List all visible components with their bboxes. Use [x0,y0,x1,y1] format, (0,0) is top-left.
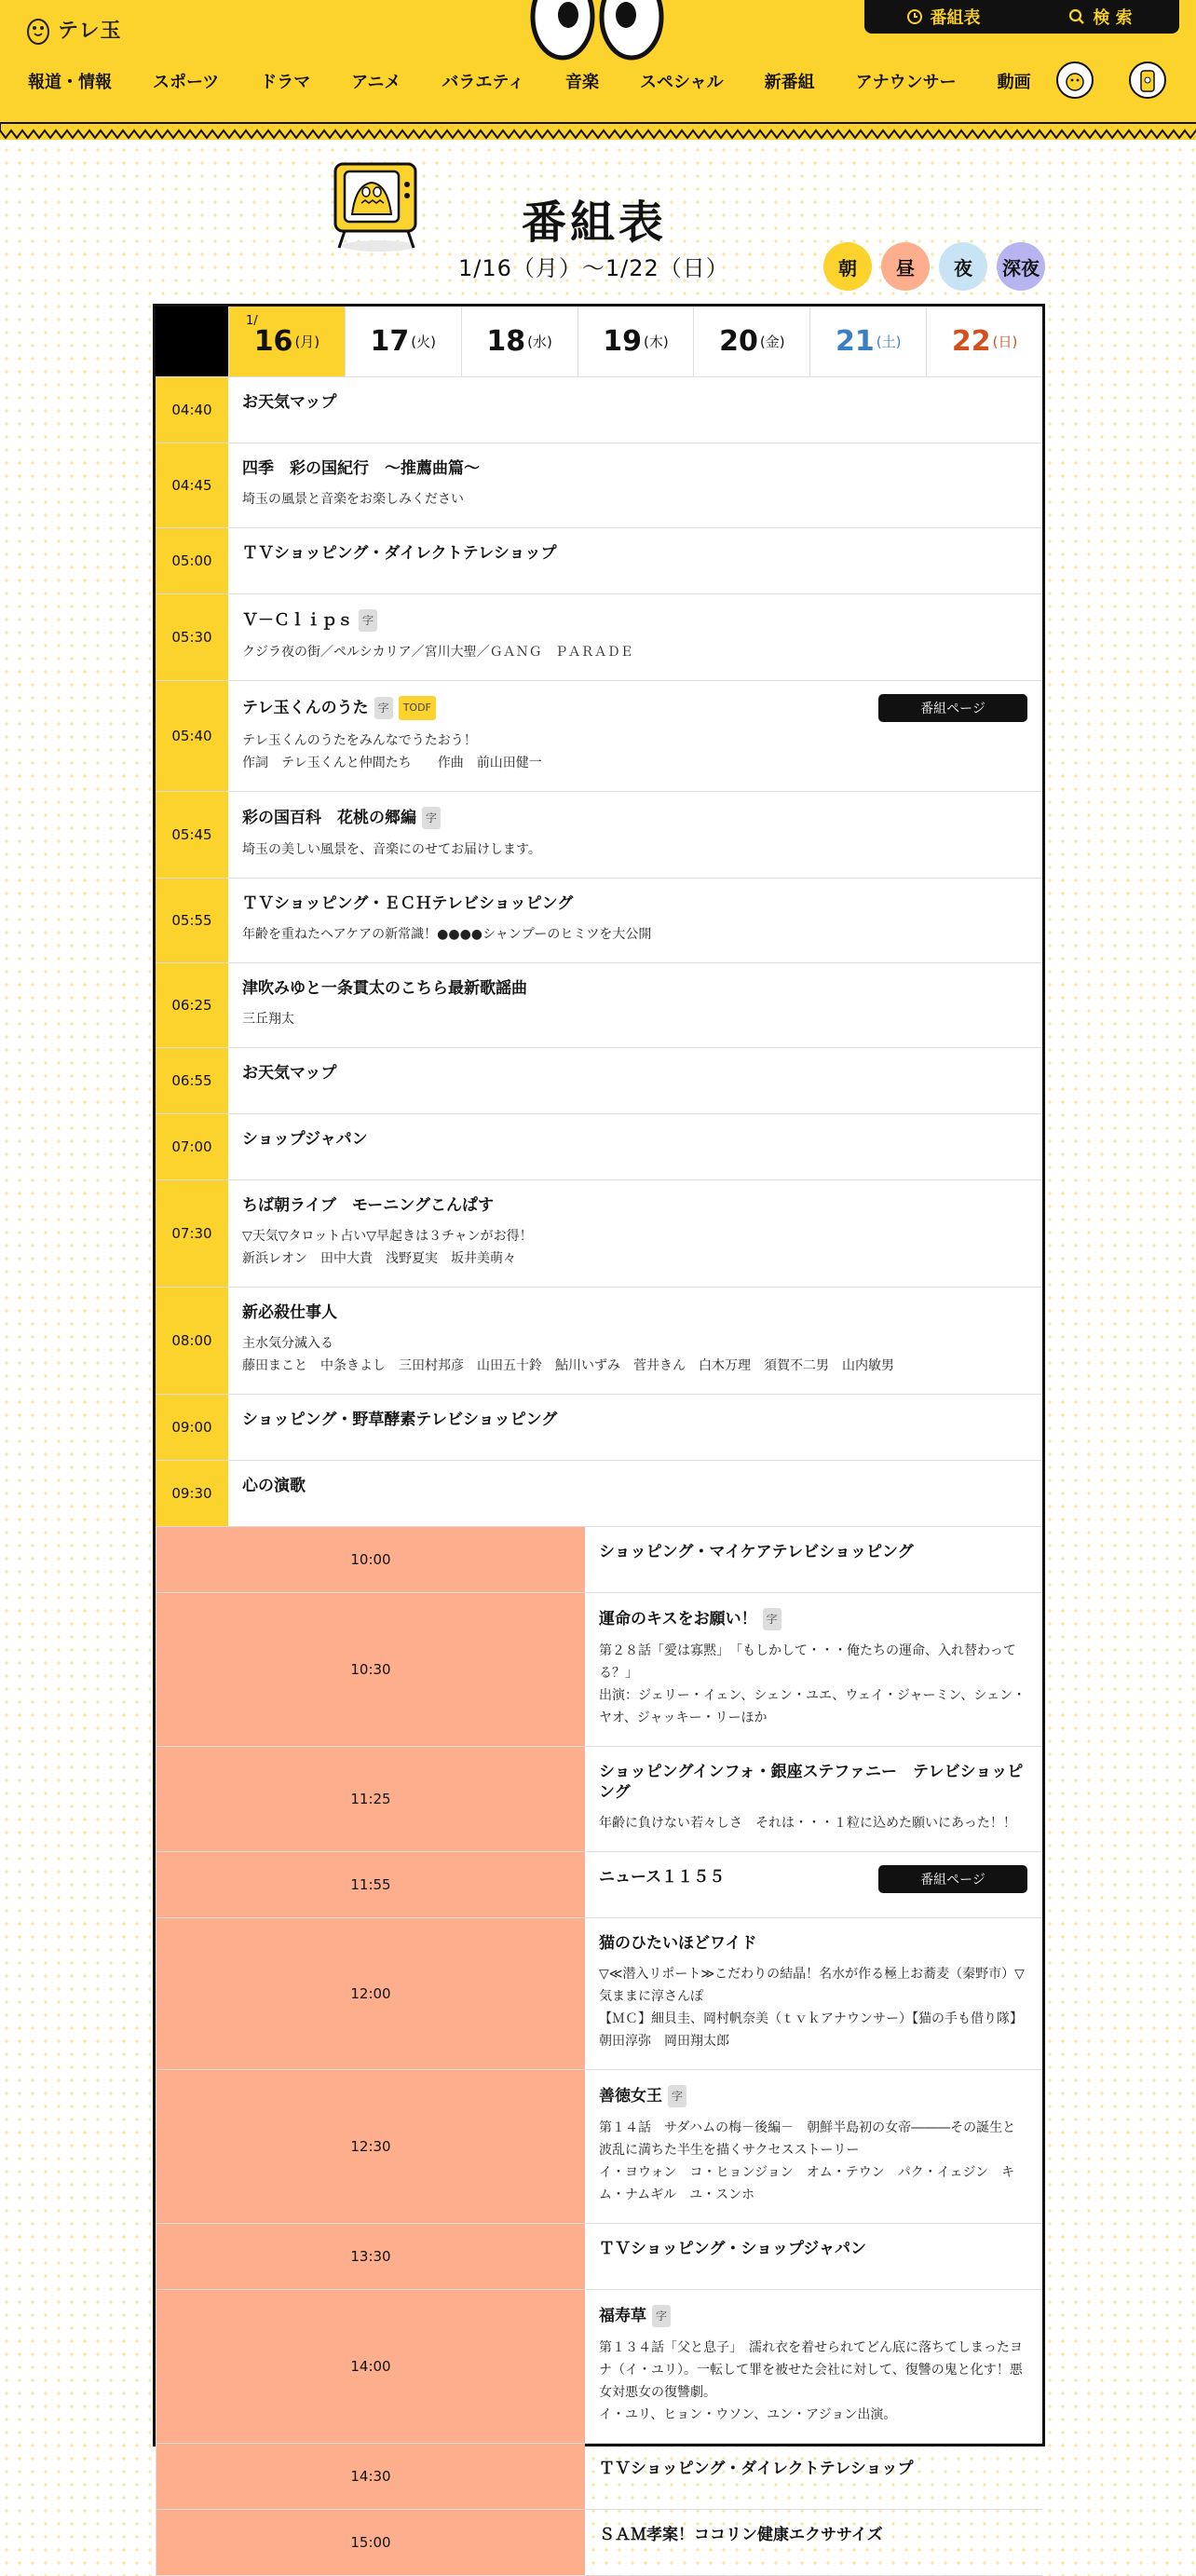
day-tab[interactable] [228,307,345,376]
program-schedule [153,304,1045,2551]
program-time: 09:30 [156,1461,228,1526]
program-time: 05:30 [156,594,228,680]
main-nav [28,69,1072,93]
program-title [599,1933,1027,1954]
program-cell[interactable] [585,2224,1042,2289]
program-title-text: 心の演歌 [242,1477,306,1495]
program-title-text: ショッピング・野草酵素テレビショッピング [242,1411,558,1429]
program-time: 05:55 [156,879,228,962]
program-cell[interactable] [228,1048,1042,1113]
program-cell[interactable] [585,2444,1042,2509]
program-title [242,1476,1027,1496]
day-number: 21 [835,325,875,358]
nav-item-music[interactable]: 音楽 [564,73,599,92]
program-row [156,1114,1042,1180]
search-icon [1068,8,1085,25]
program-title-text: お天気マップ [242,1064,337,1083]
program-time: 05:40 [156,681,228,791]
program-title [599,2085,1027,2107]
program-guide-label: 番組表 [930,8,981,28]
day-month: 1/ [246,314,258,328]
logo-text: テレ玉 [58,19,122,43]
program-time: 12:00 [156,1918,585,2069]
program-row [156,2224,1042,2290]
day-number: 19 [603,325,643,358]
day-of-week: (火) [411,334,437,350]
program-cell[interactable] [585,2510,1042,2575]
day-tab[interactable] [345,307,461,376]
filter-late-night-button[interactable]: 深夜 [997,242,1045,291]
program-description: 主水気分滅入る 藤田まこと 中条きよし 三田村邦彦 山田五十鈴 鮎川いずみ 菅井きん 白木万理 須賀不二男 山内敏男 [242,1336,894,1373]
program-cell[interactable] [585,1918,1042,2069]
header-top-buttons [864,0,1179,34]
program-cell[interactable] [585,1747,1042,1851]
day-number: 18 [486,325,526,358]
program-title-text: お天気マップ [242,393,337,412]
program-description: 第２８話「愛は寡黙」 「もしかして・・・俺たちの運命、入れ替わってる？」 出演：ジェリー・イェン、シェン・ユエ、ウェイ・ジャーミン、シェン・ヤオ、ジャッキー・リーほか [599,1643,1026,1725]
day-of-week: (金) [759,334,785,350]
program-description: ▽≪潜入リポート≫こだわりの結晶！名水が作る極上お蕎麦（秦野市）▽気ままに淳さんぽ 【ＭＣ】細貝圭、岡村帆奈美（ｔｖｋアナウンサー）【猫の手も借り隊】朝田淳弥 岡田翔太郎 [599,1967,1025,2049]
program-title-text: ＴＶショッピング・ダイレクトテレショップ [599,2460,914,2478]
program-row [156,879,1042,963]
program-guide-button[interactable] [864,0,1022,34]
program-time: 07:00 [156,1114,228,1179]
program-time: 11:55 [156,1852,585,1917]
nav-item-announcers[interactable]: アナウンサー [855,73,957,92]
program-title [599,1762,1027,1803]
program-cell[interactable] [228,1288,1042,1394]
program-row [156,963,1042,1048]
program-title-text: ニュース１１５５ [599,1868,726,1887]
site-header [0,0,1196,140]
program-title-text: 新必殺仕事人 [242,1303,337,1322]
day-of-week: (水) [527,334,552,350]
todf-badge: TODF [399,696,436,720]
program-cell[interactable] [228,681,1042,791]
header-zigzag-edge [0,123,1196,142]
program-time: 15:00 [156,2510,585,2575]
day-number: 16 [253,325,293,358]
teletama-mascot-icon [26,13,50,45]
mascot-eyes-icon [527,0,667,60]
program-cell[interactable] [228,879,1042,962]
program-cell[interactable] [585,1593,1042,1746]
program-cell[interactable] [585,2070,1042,2223]
week-date-range: 1/16（月）〜1/22（日） [458,255,729,281]
nav-item-special[interactable]: スペシャル [639,73,724,92]
search-label: 検 索 [1093,8,1133,28]
program-row [156,1395,1042,1461]
nav-item-new-programs[interactable]: 新番組 [764,73,815,92]
program-title-text: テレ玉くんのうた [242,699,369,717]
program-title-text: ＴＶショッピング・ＥＣＨテレビショッピング [242,894,574,913]
day-tab[interactable] [926,307,1042,376]
program-cell[interactable] [228,443,1042,527]
program-cell[interactable] [585,2290,1042,2443]
program-time: 05:45 [156,792,228,878]
program-title [242,807,1027,829]
program-description: ▽天気▽タロット占い▽早起きは３チャンがお得！ 新浜レオン 田中大貴 浅野夏実 坂井美萌々 [242,1229,533,1266]
nav-item-drama[interactable]: ドラマ [260,73,311,92]
program-row [156,1852,1042,1918]
program-description: 年齢を重ねたヘアケアの新常識！●●●●シャンプーのヒミツを大公開 [242,927,652,942]
filter-morning-button[interactable]: 朝 [823,242,872,291]
program-time: 04:45 [156,443,228,527]
program-row [156,1593,1042,1747]
subtitle-badge: 字 [359,609,377,632]
program-page-button[interactable]: 番組ページ [878,1865,1027,1893]
program-title [242,893,1027,914]
program-description: 埼玉の風景と音楽をお楽しみください [242,492,464,507]
filter-evening-button[interactable]: 夜 [939,242,987,291]
program-time: 13:30 [156,2224,585,2289]
program-row [156,1527,1042,1593]
program-cell[interactable] [228,377,1042,443]
day-tabs-corner [156,307,228,376]
program-time: 11:25 [156,1747,585,1851]
day-tab[interactable] [809,307,926,376]
nav-item-videos[interactable]: 動画 [997,73,1031,92]
program-row [156,377,1042,443]
nav-item-anime[interactable]: アニメ [351,73,401,92]
program-title-text: 彩の国百科 花桃の郷編 [242,809,416,827]
program-row [156,443,1042,528]
program-title-text: ショッピングインフォ・銀座ステファニー テレビショッピング [599,1763,1024,1802]
program-description: 埼玉の美しい風景を、音楽にのせてお届けします。 [242,842,541,857]
program-row [156,2070,1042,2224]
program-cell[interactable] [228,528,1042,593]
program-time: 05:00 [156,528,228,593]
day-tab[interactable] [578,307,694,376]
program-title [242,1063,1027,1084]
day-number: 22 [951,325,991,358]
program-title [242,1302,1027,1323]
program-title [599,2525,1027,2545]
program-title-text: 四季 彩の国紀行 ～推薦曲篇～ [242,459,480,478]
subtitle-badge: 字 [422,807,441,829]
program-cell[interactable] [228,792,1042,878]
day-of-week: (木) [644,334,669,350]
program-title [242,1195,1027,1216]
nav-item-sports[interactable]: スポーツ [153,73,220,92]
search-button[interactable] [1022,0,1179,34]
program-title-text: ＴＶショッピング・ダイレクトテレショップ [242,544,557,563]
program-list [156,377,1042,2576]
program-row [156,1918,1042,2070]
subtitle-badge: 字 [763,1608,781,1630]
program-title [242,978,1027,999]
program-description: 第１４話 サダハムの梅－後編－ 朝鮮半島初の女帝―――その誕生と波乱に満ちた半生を描くサクセスストーリー イ・ヨウォン コ・ヒョンジョン オム・テウン パク・イェジン キム・ナムギル ユ・スンホ [599,2120,1016,2202]
program-cell[interactable] [585,1527,1042,1592]
program-title [242,1410,1027,1430]
program-description: クジラ夜の街／ペルシカリア／宮川大聖／ＧＡＮＧ ＰＡＲＡＤＥ [242,645,633,660]
program-time: 08:00 [156,1288,228,1394]
program-row [156,681,1042,792]
program-row [156,2290,1042,2444]
day-of-week: (日) [992,334,1018,350]
program-row [156,1288,1042,1395]
program-title-text: 善徳女王 [599,2087,662,2106]
program-time: 06:25 [156,963,228,1047]
teletama-app-badge-icon[interactable] [1129,61,1166,99]
program-time: 07:30 [156,1180,228,1287]
program-title-text: ＴＶショッピング・ショップジャパン [599,2240,866,2258]
day-number: 17 [370,325,410,358]
subtitle-badge: 字 [374,697,393,719]
program-title [599,1608,1027,1630]
day-tab[interactable] [461,307,578,376]
program-title-text: 津吹みゆと一条貫太のこちら最新歌謡曲 [242,979,527,998]
program-time: 09:00 [156,1395,228,1460]
program-time: 14:00 [156,2290,585,2443]
program-title-text: 猫のひたいほどワイド [599,1934,757,1953]
program-time: 10:30 [156,1593,585,1746]
program-cell[interactable] [228,1180,1042,1287]
program-row [156,2444,1042,2510]
program-title-text: 運命のキスをお願い！ [599,1610,757,1629]
day-tab[interactable] [693,307,809,376]
day-tabs [156,307,1042,377]
program-time: 12:30 [156,2070,585,2223]
subtitle-badge: 字 [668,2085,686,2107]
tv-mascot-illustration [328,157,430,253]
program-title-text: ショップジャパン [242,1130,368,1149]
program-description: 第１３４話「父と息子」 濡れ衣を着せられてどん底に落ちてしまったヨナ（イ・ユリ）。一転して罪を被せた会社に対して、復讐の鬼と化す！悪女対悪女の復讐劇。 イ・ユリ、ヒョン・ウソン、ユン・アジョン出演。 [599,2340,1023,2422]
program-title [242,543,1027,564]
program-row [156,1180,1042,1288]
filter-daytime-button[interactable]: 昼 [881,242,930,291]
program-title-text: ショッピング・マイケアテレビショッピング [599,1543,914,1561]
day-of-week: (土) [876,334,902,350]
program-title [242,392,1027,413]
nav-item-news[interactable]: 報道・情報 [28,73,112,92]
day-number: 20 [719,325,758,358]
program-cell[interactable] [228,1461,1042,1526]
program-time: 14:30 [156,2444,585,2509]
program-time: 06:55 [156,1048,228,1113]
program-cell[interactable] [585,1852,1042,1917]
program-cell[interactable] [228,1114,1042,1179]
program-cell[interactable] [228,963,1042,1047]
program-time: 04:40 [156,377,228,443]
program-title [599,2459,1027,2479]
program-description: 三丘翔太 [242,1012,294,1027]
program-row [156,1461,1042,1527]
day-of-week: (月) [294,334,320,350]
time-of-day-filter [823,242,1045,291]
teletama-shop-badge-icon[interactable] [1056,61,1094,99]
program-row [156,1048,1042,1114]
clock-icon [906,8,923,25]
program-row [156,594,1042,681]
program-title [242,609,1027,632]
program-row [156,1747,1042,1852]
program-title [599,2239,1027,2259]
program-title [599,2305,1027,2327]
program-title-text: 福寿草 [599,2307,646,2325]
program-title-text: ちば朝ライブ モーニングこんぱす [242,1196,494,1215]
program-row [156,528,1042,594]
program-title [242,1129,1027,1150]
program-description: テレ玉くんのうたをみんなでうたおう！ 作詞 テレ玉くんと仲間たち 作曲 前山田健一 [242,733,542,770]
program-title [599,1542,1027,1562]
site-logo[interactable] [26,13,122,45]
program-row [156,2510,1042,2576]
subtitle-badge: 字 [652,2305,671,2327]
program-title-text: Ｖ－Ｃｌｉｐｓ [242,611,353,630]
program-page-button[interactable]: 番組ページ [878,694,1027,722]
program-cell[interactable] [228,1395,1042,1460]
program-row [156,792,1042,879]
program-description: 年齢に負けない若々しさ それは・・・１粒に込めた願いにあった！！ [599,1816,1016,1831]
program-title-text: ＳＡＭ孝案！ココリン健康エクササイズ [599,2526,883,2544]
program-cell[interactable] [228,594,1042,680]
page-title: 番組表 [522,197,668,249]
program-time: 10:00 [156,1527,585,1592]
program-title [242,458,1027,479]
nav-item-variety[interactable]: バラエティ [442,73,524,92]
